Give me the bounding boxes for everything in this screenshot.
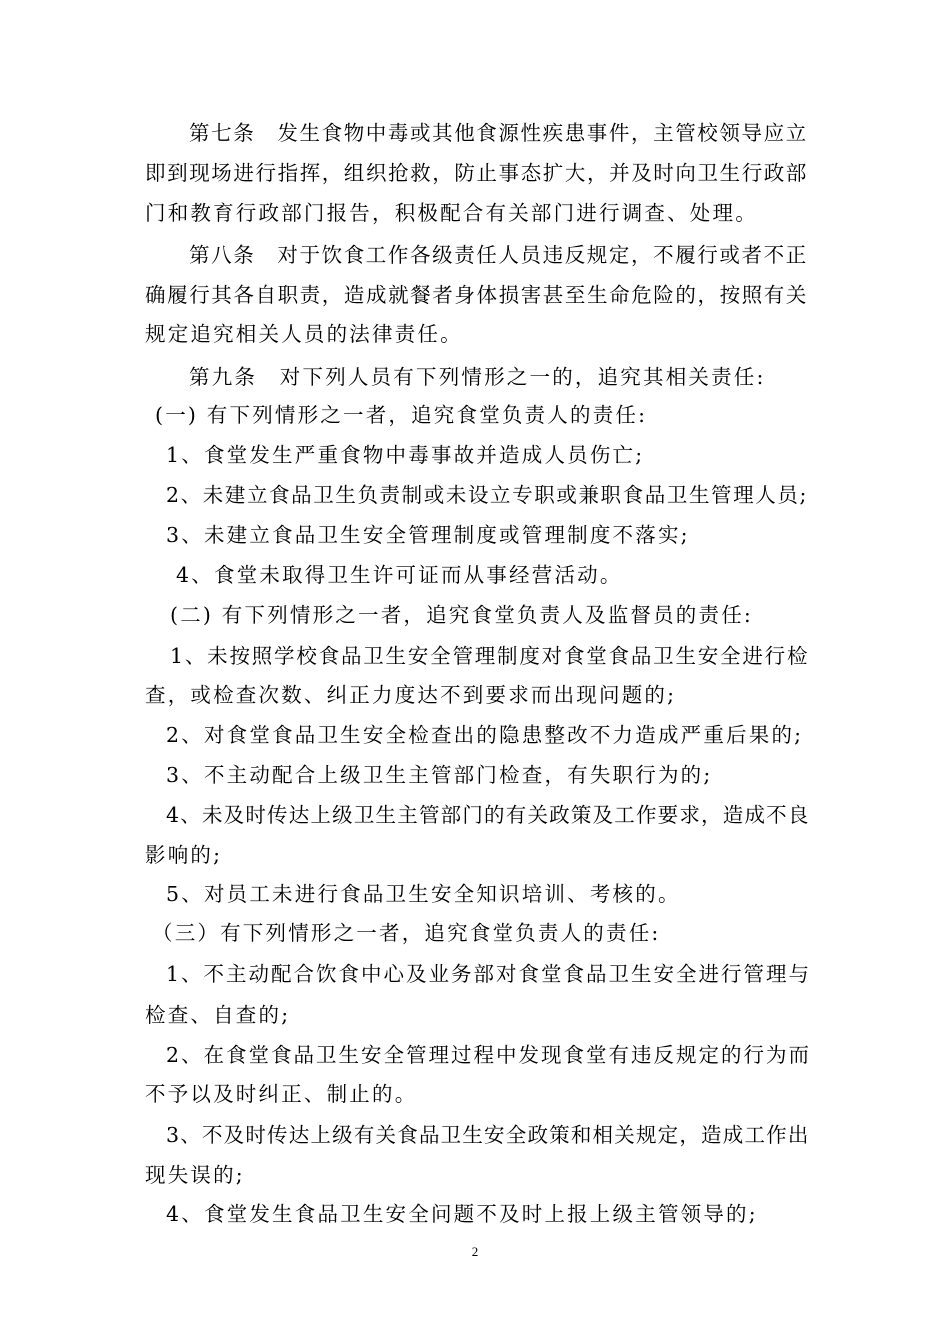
text-line: 3、不及时传达上级有关食品卫生安全政策和相关规定，造成工作出 bbox=[166, 1123, 810, 1147]
text-line: 影响的; bbox=[145, 843, 223, 867]
text-line: 4、未及时传达上级卫生主管部门的有关政策及工作要求，造成不良 bbox=[166, 803, 810, 827]
text-line: 门和教育行政部门报告，积极配合有关部门进行调查、处理。 bbox=[145, 201, 758, 225]
text-line: 规定追究相关人员的法律责任。 bbox=[145, 322, 463, 346]
text-line: 3、未建立食品卫生安全管理制度或管理制度不落实; bbox=[166, 523, 690, 547]
text-line: （三）有下列情形之一者，追究食堂负责人的责任: bbox=[152, 921, 661, 945]
text-line: 第八条 对于饮食工作各级责任人员违反规定，不履行或者不正 bbox=[189, 243, 808, 267]
text-line: 1、未按照学校食品卫生安全管理制度对食堂食品卫生安全进行检 bbox=[170, 644, 810, 668]
text-line: 查，或检查次数、纠正力度达不到要求而出现问题的; bbox=[145, 683, 677, 707]
text-line: 检查、自查的; bbox=[145, 1003, 291, 1027]
text-line: 1、食堂发生严重食物中毒事故并造成人员伤亡; bbox=[166, 443, 645, 467]
text-line: 2、在食堂食品卫生安全管理过程中发现食堂有违反规定的行为而 bbox=[166, 1043, 812, 1067]
text-line: 4、食堂未取得卫生许可证而从事经营活动。 bbox=[176, 563, 623, 587]
text-line: 3、不主动配合上级卫生主管部门检查，有失职行为的; bbox=[166, 763, 713, 787]
page-number: 2 bbox=[471, 1244, 479, 1259]
text-line: 1、不主动配合饮食中心及业务部对食堂食品卫生安全进行管理与 bbox=[166, 962, 812, 986]
text-line: 现失误的; bbox=[145, 1163, 245, 1187]
text-line: 4、食堂发生食品卫生安全问题不及时上报上级主管领导的; bbox=[166, 1202, 758, 1226]
text-line: 2、对食堂食品卫生安全检查出的隐患整改不力造成严重后果的; bbox=[166, 723, 804, 747]
text-line: 第九条 对下列人员有下列情形之一的，追究其相关责任: bbox=[189, 365, 766, 389]
text-line: 5、对员工未进行食品卫生安全知识培训、考核的。 bbox=[166, 882, 681, 906]
text-line: 即到现场进行指挥，组织抢救，防止事态扩大，并及时向卫生行政部 bbox=[145, 161, 808, 185]
text-line: (二) 有下列情形之一者，追究食堂负责人及监督员的责任: bbox=[170, 603, 754, 627]
text-line: 确履行其各自职责，造成就餐者身体损害甚至生命危险的，按照有关 bbox=[145, 283, 808, 307]
text-line: 2、未建立食品卫生负责制或未设立专职或兼职食品卫生管理人员; bbox=[166, 483, 808, 507]
text-line: 第七条 发生食物中毒或其他食源性疾患事件，主管校领导应立 bbox=[189, 121, 808, 145]
text-line: (一) 有下列情形之一者，追究食堂负责人的责任: bbox=[155, 403, 648, 427]
text-line: 不予以及时纠正、制止的。 bbox=[145, 1082, 418, 1106]
